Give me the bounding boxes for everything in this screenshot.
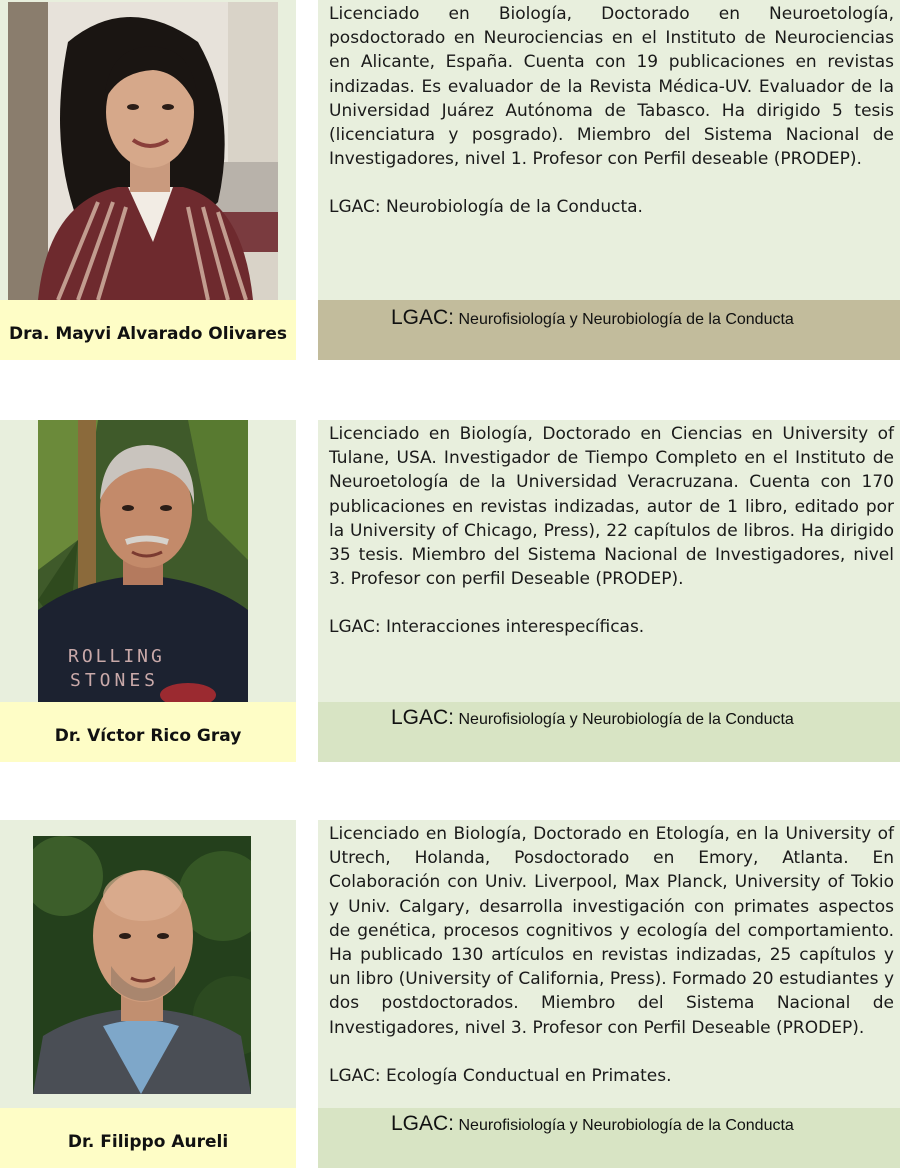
portrait-man-photo [38, 420, 248, 702]
lgac-line: LGAC: Ecología Conductual en Primates. [329, 1065, 672, 1086]
lgac-bar [318, 702, 900, 762]
bio-paragraph: Licenciado en Biología, Doctorado en Ciencias en University of Tulane, USA. Investigador de Tiempo Completo en el Instituto de Neuroetología de la Universidad Veracruzana. Cuenta con 170 publicaciones en revistas indizadas, autor de 1 libro, editado por la University of Chicago, Press), 22 capítulos de libros. Ha dirigido 35 tesis. Miembro del Sistema Nacional de Investigadores, nivel 3. Profesor con perfil Deseable (PRODEP). [329, 424, 894, 590]
lgac-bar [318, 1108, 900, 1168]
bio-paragraph: Licenciado en Biología, Doctorado en Neuroetología, posdoctorado en Neurociencias en el Instituto de Neurociencias en Alicante, España. Cuenta con 19 publicaciones en revistas indizadas. Es evaluador de la Revista Médica-UV. Evaluador de la Universidad Juárez Autónoma de Tabasco. Ha dirigido 5 tesis (licenciatura y posgrado). Miembro del Sistema Nacional de Investigadores, nivel 1. Profesor con Perfil deseable (PRODEP). [329, 4, 894, 170]
profile-card [0, 820, 900, 1168]
shirt-text: STONES [70, 670, 160, 691]
portrait-man-photo [33, 836, 251, 1094]
photo-panel [0, 420, 296, 702]
photo-panel [0, 820, 296, 1108]
photo-panel [0, 0, 296, 300]
profile-card [0, 0, 900, 360]
shirt-text: ROLLING [68, 646, 165, 667]
lgac-label: LGAC: [391, 1112, 455, 1135]
portrait-woman-photo [8, 2, 278, 300]
name-box [0, 702, 296, 762]
person-name: Dra. Mayvi Alvarado Olivares [9, 324, 287, 344]
lgac-value: Neurofisiología y Neurobiología de la Conducta [458, 311, 794, 328]
person-name: Dr. Víctor Rico Gray [54, 726, 242, 746]
bio-text [329, 2, 894, 220]
person-name: Dr. Filippo Aureli [67, 1132, 229, 1152]
lgac-bar [318, 300, 900, 360]
lgac-value: Neurofisiología y Neurobiología de la Conducta [458, 1117, 794, 1134]
name-box [0, 1108, 296, 1168]
bio-panel [318, 0, 900, 300]
bio-text [329, 422, 894, 640]
bio-paragraph: Licenciado en Biología, Doctorado en Etología, en la University of Utrech, Holanda, Posdoctorado en Emory, Atlanta. En Colaboración con Univ. Liverpool, Max Planck, University of Tokio y Univ. Calgary, desarrolla investigación con primates aspectos de genética, procesos cognitivos y ecología del comportamiento. Ha publicado 130 artículos en revistas indizadas, 25 capítulos y un libro (University of California, Press). Formado 20 estudiantes y dos postdoctorados. Miembro del Sistema Nacional de Investigadores, nivel 3. Profesor con Perfil Deseable (PRODEP). [329, 824, 894, 1038]
lgac-value: Neurofisiología y Neurobiología de la Conducta [458, 711, 794, 728]
bio-panel [318, 420, 900, 702]
lgac-line: LGAC: Interacciones interespecíficas. [329, 617, 645, 638]
bio-text [329, 822, 894, 1088]
bio-panel [318, 820, 900, 1108]
name-box [0, 300, 296, 360]
lgac-line: LGAC: Neurobiología de la Conducta. [329, 197, 643, 218]
lgac-label: LGAC: [391, 706, 455, 729]
lgac-label: LGAC: [391, 306, 455, 329]
profile-card [0, 420, 900, 762]
